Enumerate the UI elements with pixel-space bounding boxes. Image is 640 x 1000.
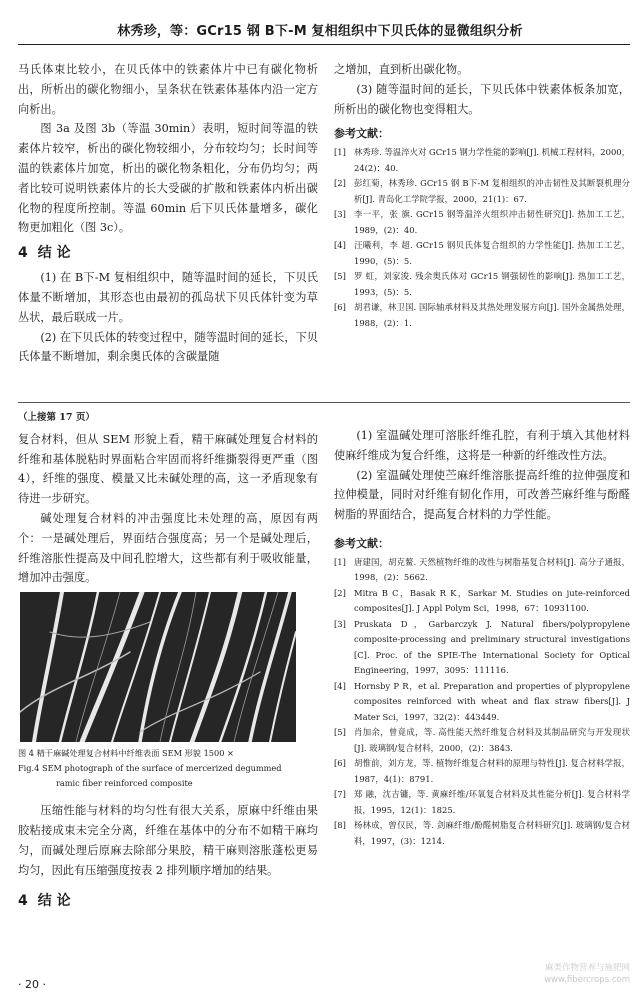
reference-number: [6] — [334, 302, 346, 313]
article-divider — [18, 402, 630, 403]
figure-caption-cn: 图 4 精干麻碱处理复合材料中纤维表面 SEM 形貌 1500 × — [18, 748, 234, 759]
top-references-list — [334, 145, 630, 331]
figure-caption-en-2: ramic fiber reinforced composite — [56, 778, 193, 789]
reference-number: [8] — [334, 820, 346, 831]
bottom-references-heading: 参考文献： — [334, 536, 389, 550]
top-section-heading — [18, 240, 318, 266]
reference-text: 林秀珍. 等温淬火对 GCr15 钢力学性能的影响[J]. 机械工程材料，2000，24(2)：40. — [354, 147, 630, 173]
top-right-continuation: 之增加，直到析出碳化物。 — [334, 63, 469, 76]
reference-number: [4] — [334, 240, 346, 251]
bottom-conclusion-1: (1) 室温碱处理可溶胀纤维孔腔，有利于填入其他材料使麻纤维成为复合纤维，这将是一种新的纤维改性方法。 — [334, 429, 630, 462]
reference-item — [334, 238, 630, 269]
reference-number: [6] — [334, 758, 346, 769]
reference-text: Mitra B C，Basak R K，Sarkar M. Studies on jute-reinforced composites[J]. J Appl Polym Sci，1998，67：10931100. — [354, 587, 630, 614]
reference-text: 李一平，张 旗. GCr15 钢等温淬火组织冲击韧性研究[J]. 热加工工艺，1989，(2)：40. — [354, 209, 630, 235]
reference-item — [334, 145, 630, 176]
watermark — [544, 962, 630, 986]
top-left-column — [18, 60, 318, 367]
reference-item — [334, 176, 630, 207]
sem-micrograph — [20, 592, 296, 742]
top-section-number: 4 — [18, 245, 28, 262]
header-rule — [18, 44, 630, 45]
reference-text: Pruskata D，Garbarczyk J. Natural fibers/polypropylene composite-processing and preliminary structural investigations [C]. Proc. of the SPIE-The International Society for Optical Engineering，1997，3095：111116. — [354, 618, 630, 676]
reference-item — [334, 679, 630, 726]
reference-item — [334, 725, 630, 756]
running-header: 林秀珍，等：GCr15 钢 B下-M 复相组织中下贝氏体的显微组织分析 — [117, 24, 523, 39]
reference-text: 胡君谦，林卫国. 国际轴承材料及其热处理发展方向[J]. 国外金属热处理，1988，(2)：1. — [354, 302, 630, 328]
continued-note: （上接第 17 页） — [18, 412, 95, 423]
bottom-paragraph-2: 碱处理复合材料的冲击强度比未处理的高，原因有两个：一是碱处理后，界面结合强度高；另一个是碱处理后，纤维溶胀性提高及中间孔腔增大，这些都有利于吸收能量，增加冲击强度。 — [18, 511, 318, 585]
bottom-section-title: 结 论 — [37, 893, 71, 910]
watermark-site-name: 麻类作物营养与施肥网 — [544, 963, 630, 973]
top-conclusion-2: (2) 在下贝氏体的转变过程中，随等温时间的延长，下贝氏体量不断增加，剩余奥氏体的含碳量随 — [18, 330, 318, 364]
reference-item — [334, 555, 630, 586]
bottom-section-heading — [18, 888, 318, 914]
reference-text: Hornsby P R，et al. Preparation and properties of plypropylene composites reinforced with wheat and flax straw fibers[J]. J Mater Sci，1997，32(2)：443449. — [354, 680, 630, 722]
top-paragraph-1: 马氏体束比较小，在贝氏体中的铁素体片中已有碳化物析出，所析出的碳化物细小，呈条状在铁素体基体内沿一定方向析出。 — [18, 63, 318, 116]
top-section-title: 结 论 — [37, 245, 71, 262]
figure-caption — [18, 746, 318, 791]
bottom-paragraph-3: 压缩性能与材料的均匀性有很大关系，原麻中纤维由果胶粘接成束未完全分离，纤维在基体中的分布不如精干麻均匀，而碱处理后原麻去除部分果胶，精干麻则溶胀蓬松更易均匀，因此有压缩强度按表 2 排列顺序增加的结果。 — [18, 804, 318, 877]
reference-text: 彭红菊，林秀珍. GCr15 钢 B下-M 复相组织的冲击韧性及其断裂机理分析[J]. 青岛化工学院学报，2000，21(1)：67. — [354, 178, 630, 204]
reference-text: 杨林成，曾仅民，等. 剑麻纤维/酚醛树脂复合材料研究[J]. 玻璃钢/复合材料，1997，(3)：1214. — [354, 820, 630, 846]
top-right-column — [334, 60, 630, 331]
reference-text: 唐建国，胡克鳌. 天然植物纤维的改性与树脂基复合材料[J]. 高分子通报，1998，(2)：5662. — [354, 556, 630, 583]
reference-text: 郑 融，沈吉镛，等. 黄麻纤维/环氧复合材料及其性能分析[J]. 复合材料学报，1995，12(1)：1825. — [354, 789, 630, 815]
bottom-section-number: 4 — [18, 893, 28, 910]
reference-number: [4] — [334, 680, 346, 691]
reference-number: [7] — [334, 789, 346, 800]
reference-item — [334, 818, 630, 849]
reference-item — [334, 207, 630, 238]
reference-number: [2] — [334, 587, 346, 598]
reference-text: 胡惟前，刘方龙，等. 植物纤维复合材料的原理与特性[J]. 复合材料学报，1987，4(1)：8791. — [354, 758, 630, 784]
watermark-url: www.fibercrops.com — [544, 975, 630, 985]
reference-number: [5] — [334, 271, 346, 282]
reference-number: [5] — [334, 727, 346, 738]
reference-number: [3] — [334, 209, 346, 220]
reference-number: [1] — [334, 556, 346, 567]
top-conclusion-3: (3) 随等温时间的延长，下贝氏体中铁素体板条加宽，所析出的碳化物也变得粗大。 — [334, 82, 630, 116]
reference-item — [334, 586, 630, 617]
bottom-conclusion-2: (2) 室温碱处理使苎麻纤维溶胀提高纤维的拉伸强度和拉伸模量，同时对纤维有韧化作用，可改善苎麻纤维与酚醛树脂的界面结合，提高复合材料的力学性能。 — [334, 468, 630, 522]
reference-text: 罗 虹，刘家浚. 残余奥氏体对 GCr15 钢强韧性的影响[J]. 热加工工艺，1993，(5)：5. — [354, 271, 630, 297]
bottom-right-column — [334, 426, 630, 849]
reference-item — [334, 756, 630, 787]
reference-item — [334, 300, 630, 331]
reference-number: [3] — [334, 618, 346, 629]
bottom-left-column — [18, 408, 318, 916]
top-references-heading: 参考文献： — [334, 127, 389, 141]
reference-item — [334, 269, 630, 300]
sem-fibers-image — [20, 592, 296, 742]
figure-caption-en-1: Fig.4 SEM photograph of the surface of mercerized degummed — [18, 763, 282, 774]
page-number: · 20 · — [18, 978, 46, 991]
reference-text: 肖加余，曾竟成，等. 高性能天然纤维复合材料及其制品研究与开发现状[J]. 玻璃钢/复合材料，2000，(2)：3843. — [354, 727, 630, 753]
top-conclusion-1: (1) 在 B下-M 复相组织中，随等温时间的延长，下贝氏体量不断增加，其形态也由最初的孤岛状下贝氏体针变为草丛状，最后联成一片。 — [18, 271, 318, 324]
bottom-paragraph-1: 复合材料，但从 SEM 形貌上看，精干麻碱处理复合材料的纤维和基体脱粘时界面粘合牢固而将纤维撕裂得更严重（图 4），纤维的强度、模量又比未碱处理的高，这一矛盾现象有待进一步研究。 — [18, 432, 318, 506]
reference-item — [334, 787, 630, 818]
reference-item — [334, 617, 630, 679]
reference-number: [2] — [334, 178, 346, 189]
reference-number: [1] — [334, 147, 346, 158]
reference-text: 汪曦利，李 超. GCr15 钢贝氏体复合组织的力学性能[J]. 热加工工艺，1990，(5)：5. — [354, 240, 630, 266]
bottom-references-list — [334, 555, 630, 850]
top-paragraph-2: 图 3a 及图 3b（等温 30min）表明，短时间等温的铁素体片较窄，析出的碳化物较细小，分布较均匀；长时间等温的铁素体片加宽，析出的碳化物条粗化，分布仍均匀；两者比较可说明铁素体片的长大受碳的扩散和铁素体内析出碳化物的程度所控制。等温 60min 后下贝氏体量增多，碳化物更加粗化（图 3c）。 — [18, 122, 318, 235]
